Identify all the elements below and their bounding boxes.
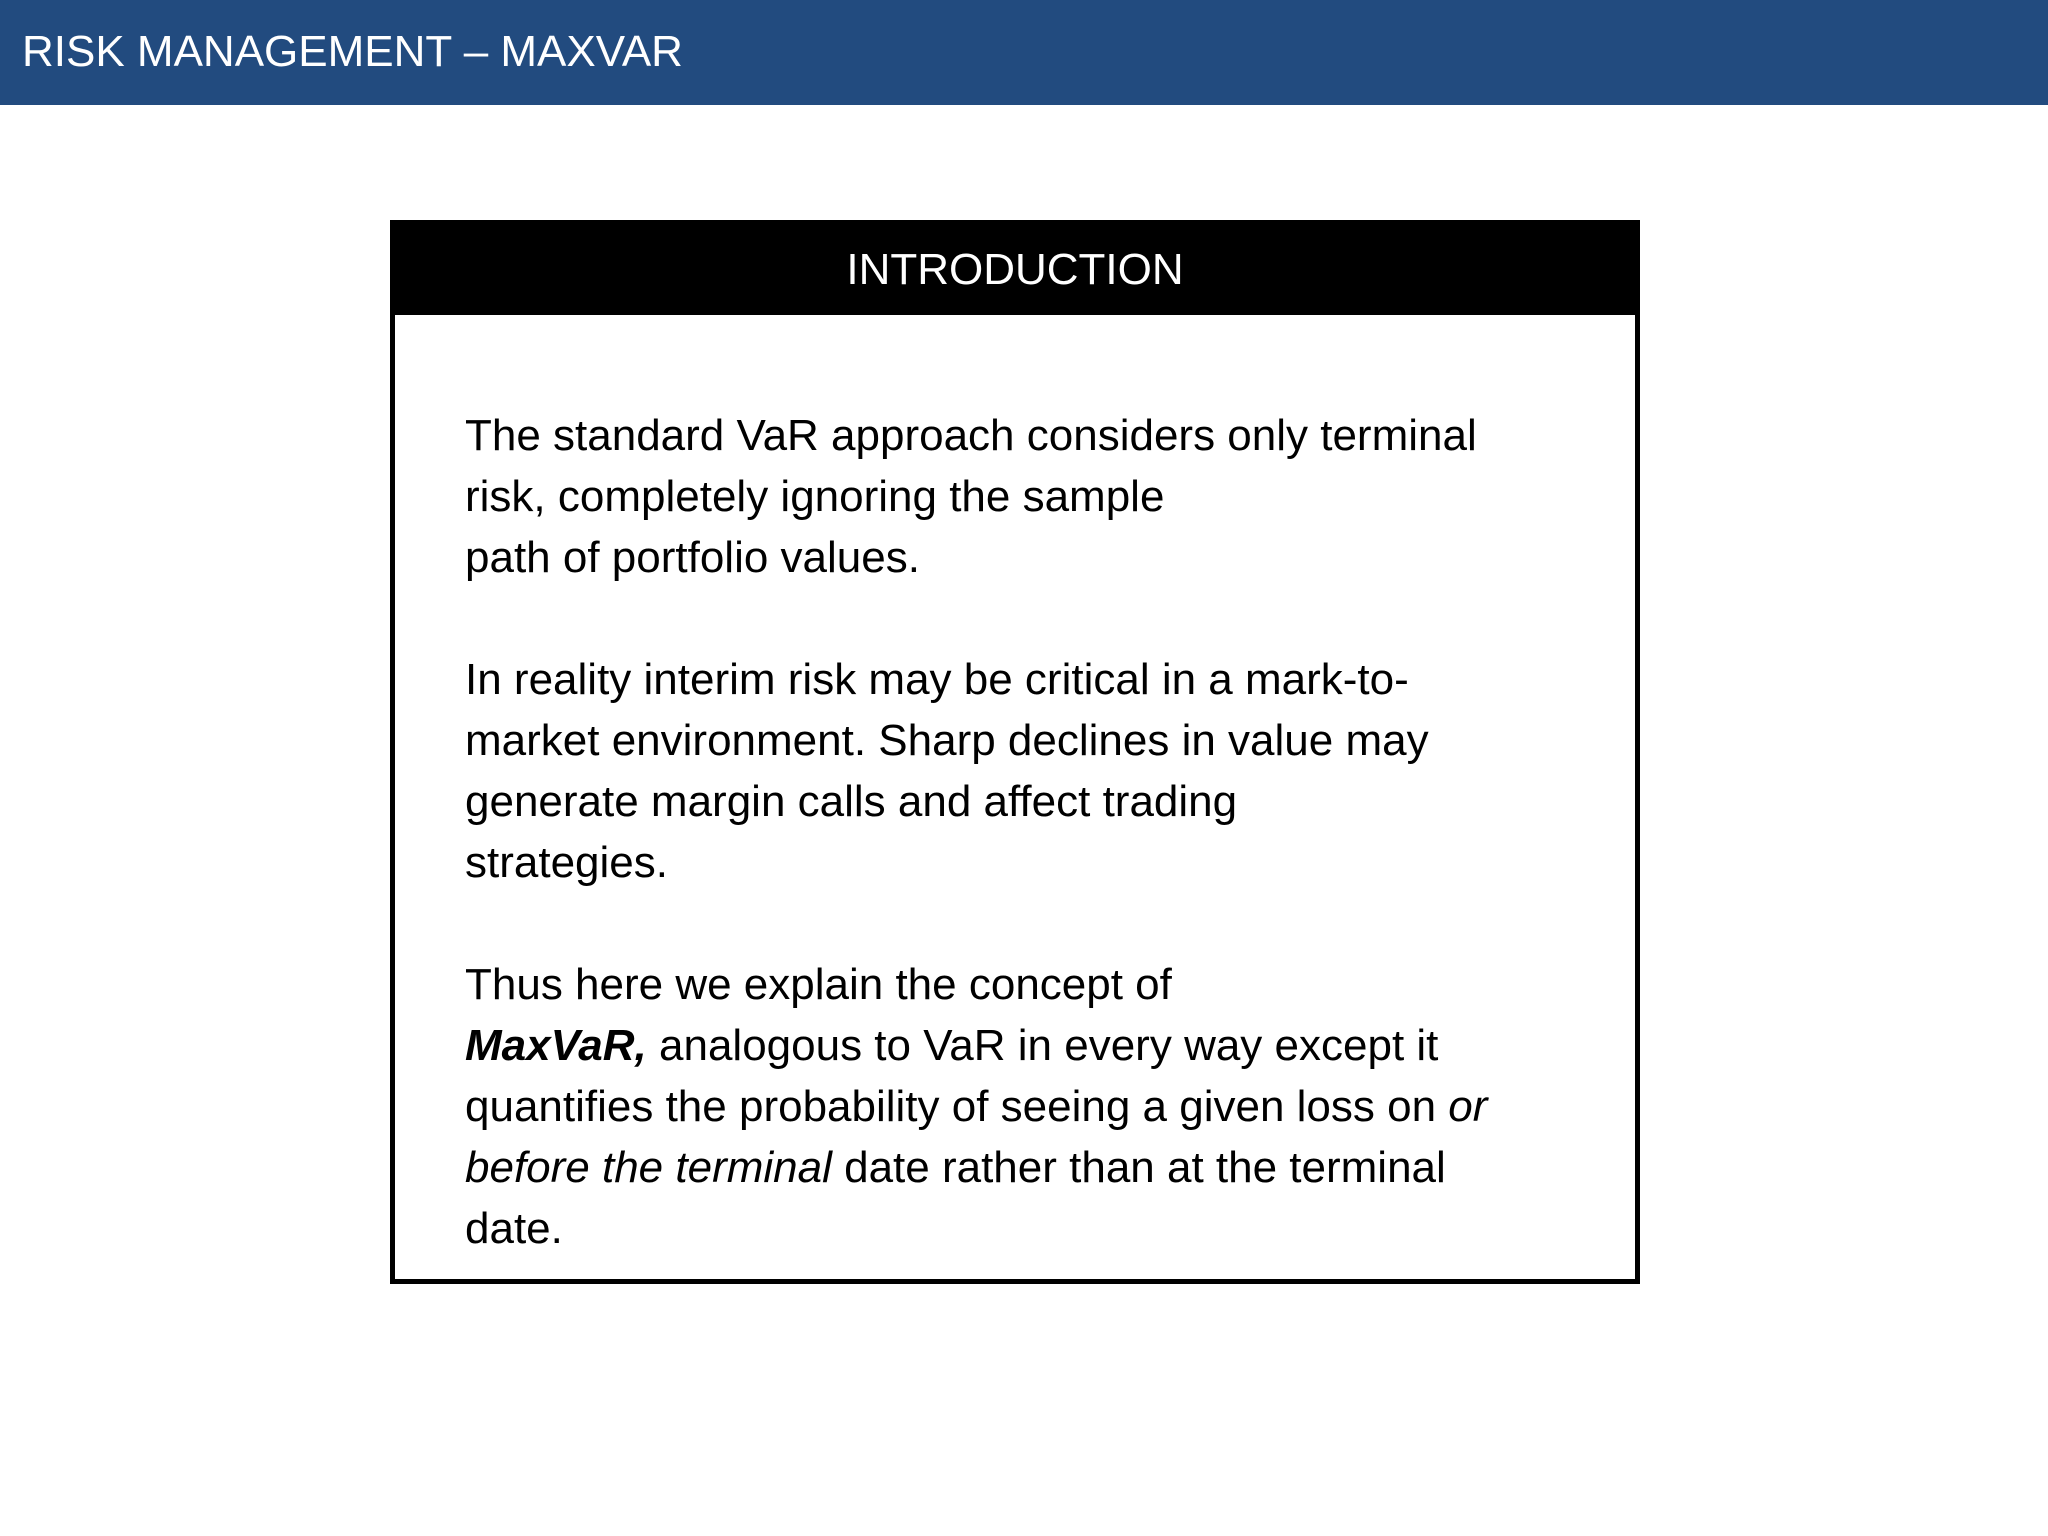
text-segment: quantifies the probability of seeing a given loss on (465, 1082, 1449, 1131)
introduction-box-header (395, 225, 1635, 315)
text-line: Thus here we explain the concept of (465, 960, 1172, 1009)
introduction-title: INTRODUCTION (846, 245, 1184, 294)
slide-title: RISK MANAGEMENT – MAXVAR (22, 27, 683, 76)
text-line: risk, completely ignoring the sample (465, 472, 1165, 521)
header-bar (0, 0, 2048, 105)
introduction-body (465, 405, 1580, 1259)
text-line: market environment. Sharp declines in value may (465, 716, 1429, 765)
text-line: date. (465, 1204, 563, 1253)
paragraph-maxvar-concept (465, 954, 1580, 1259)
italic-segment: or (1448, 1082, 1488, 1131)
introduction-box (390, 220, 1640, 1284)
italic-segment: before the terminal (465, 1143, 832, 1192)
text-line (465, 1076, 1580, 1137)
text-line: strategies. (465, 838, 668, 887)
paragraph-terminal-risk (465, 405, 1580, 588)
text-line (465, 1137, 1580, 1198)
maxvar-term: MaxVaR, (465, 1021, 647, 1070)
text-segment: analogous to VaR in every way except it (646, 1021, 1439, 1070)
text-line: generate margin calls and affect trading (465, 777, 1238, 826)
paragraph-interim-risk (465, 649, 1580, 893)
text-segment: date rather than at the terminal (831, 1143, 1446, 1192)
text-line: path of portfolio values. (465, 533, 920, 582)
text-line: In reality interim risk may be critical in a mark-to- (465, 655, 1409, 704)
text-line: The standard VaR approach considers only terminal (465, 411, 1477, 460)
text-line (465, 1015, 1580, 1076)
